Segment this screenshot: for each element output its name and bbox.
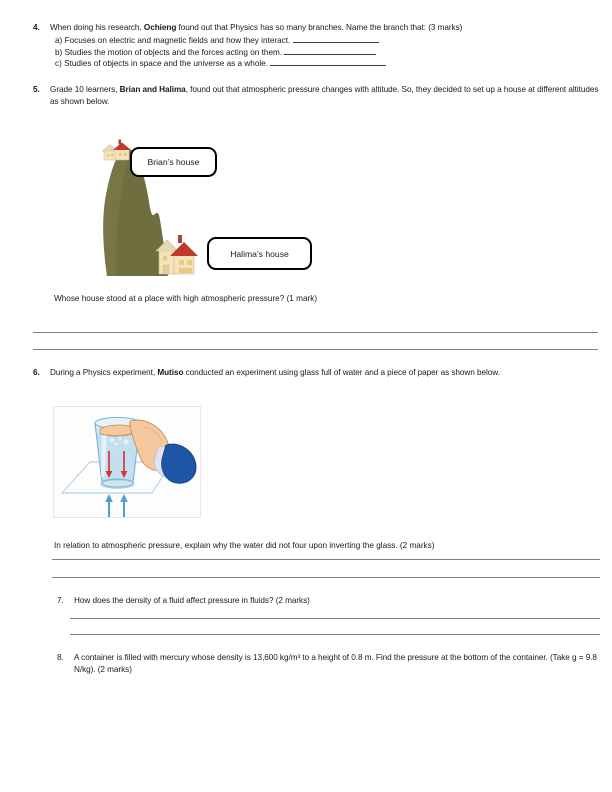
q6-text-b: conducted an experiment using glass full of water and a piece of paper as shown below. xyxy=(183,368,500,377)
callout-brians-house xyxy=(130,147,217,177)
bubble-2 xyxy=(118,436,121,439)
question-6-followup: In relation to atmospheric pressure, explain why the water did not four upon inverting the glass. (2 marks) xyxy=(54,541,435,550)
question-6-text xyxy=(50,367,602,379)
question-6-answer-line-1[interactable] xyxy=(52,559,600,560)
callout-halimas-house xyxy=(207,237,312,270)
question-7-answer-line-2[interactable] xyxy=(70,634,600,635)
q4-name-ochieng: Ochieng xyxy=(143,23,177,32)
question-5-text xyxy=(50,84,602,107)
shirt-sleeve xyxy=(162,444,196,483)
question-7-block xyxy=(52,595,600,607)
halima-house-window-4 xyxy=(179,268,192,273)
halima-house-window-1 xyxy=(163,256,167,261)
halima-house-window-3 xyxy=(187,260,192,265)
question-7-answer-line-1[interactable] xyxy=(70,618,600,619)
question-5-block xyxy=(28,84,602,107)
glass-rim-bottom xyxy=(102,479,133,487)
q5-text-a: Grade 10 learners, xyxy=(50,85,120,94)
glass-experiment-figure xyxy=(53,406,201,518)
halima-house-chimney xyxy=(178,235,182,243)
bubble-3 xyxy=(123,439,128,444)
bubble-1 xyxy=(110,438,114,442)
question-6-row xyxy=(28,367,602,379)
question-5-number: 5. xyxy=(33,85,40,94)
question-5-row xyxy=(28,84,602,107)
question-8-block xyxy=(52,652,607,675)
brian-house-icon xyxy=(102,140,131,161)
question-4-block xyxy=(28,22,598,70)
question-8-text: A container is filled with mercury whose density is 13,600 kg/m³ to a height of 0.8 m. Find the pressure at the bottom of the container. (Take g = 9.8 N/kg). (2 marks) xyxy=(74,653,597,674)
q4-sub-c-answer-blank[interactable] xyxy=(270,58,386,66)
question-8-row xyxy=(52,652,607,675)
q5-text-b: , found out that atmospheric pressure changes with altitude. So, they decided to set up a house at different altitudes as shown below. xyxy=(50,85,599,106)
question-5-followup: Whose house stood at a place with high atmospheric pressure? (1 mark) xyxy=(54,294,318,303)
q6-text-a: During a Physics experiment, xyxy=(50,368,158,377)
q4-sub-a-answer-blank[interactable] xyxy=(293,35,379,43)
question-4-text xyxy=(50,22,598,34)
question-6-block xyxy=(28,367,602,379)
question-7-number: 7. xyxy=(57,596,64,605)
brian-house-window-4 xyxy=(124,153,127,156)
question-4-row xyxy=(28,22,598,34)
q4-sub-c-label: c) xyxy=(55,59,62,69)
brian-house-window-2 xyxy=(111,154,113,156)
up-arrow-1-head xyxy=(105,494,113,502)
q4-text-b: found out that Physics has so many branches. Name the branch that: (3 marks) xyxy=(176,23,463,32)
q4-text-a: When doing his research, xyxy=(50,23,144,32)
question-7-row xyxy=(52,595,600,607)
halima-house-door xyxy=(163,265,169,274)
brian-house-window-1 xyxy=(107,154,109,156)
up-arrow-2-head xyxy=(120,494,128,502)
q6-name-mutiso: Mutiso xyxy=(157,368,184,377)
question-6-number: 6. xyxy=(33,368,40,377)
q4-sub-a-text: Focuses on electric and magnetic fields and how they interact. xyxy=(64,35,291,45)
q5-names-brian-halima: Brian and Halima xyxy=(119,85,186,94)
halima-house-window-2 xyxy=(179,260,184,265)
callout-halima-label: Halima’s house xyxy=(230,248,289,259)
q4-sub-b-answer-blank[interactable] xyxy=(284,47,376,55)
question-4-sub-b xyxy=(28,47,598,59)
brian-house-left-wall xyxy=(104,151,116,161)
question-6-answer-line-2[interactable] xyxy=(52,577,600,578)
question-8-number: 8. xyxy=(57,653,64,662)
brian-house-window-3 xyxy=(119,153,122,156)
question-5-answer-line-1[interactable] xyxy=(33,332,598,333)
q4-sub-b-text: Studies the motion of objects and the forces acting on them. xyxy=(64,47,283,57)
question-5-answer-line-2[interactable] xyxy=(33,349,598,350)
callout-brian-label: Brian’s house xyxy=(147,157,200,167)
question-7-text: How does the density of a fluid affect pressure in fluids? (2 marks) xyxy=(74,596,310,605)
inverted-glass-svg xyxy=(54,407,200,517)
bubble-4 xyxy=(115,443,118,446)
mountain-figure xyxy=(55,138,345,278)
question-4-number: 4. xyxy=(33,23,40,32)
brian-house-roof xyxy=(113,143,131,151)
upward-pressure-arrows xyxy=(105,494,128,517)
question-4-sub-c xyxy=(28,58,598,70)
q4-sub-c-text: Studies of objects in space and the universe as a whole. xyxy=(64,59,269,69)
q4-sub-b-label: b) xyxy=(55,47,63,57)
question-4-sub-a xyxy=(28,35,598,47)
brian-house-chimney xyxy=(119,140,122,145)
q4-sub-a-label: a) xyxy=(55,35,63,45)
